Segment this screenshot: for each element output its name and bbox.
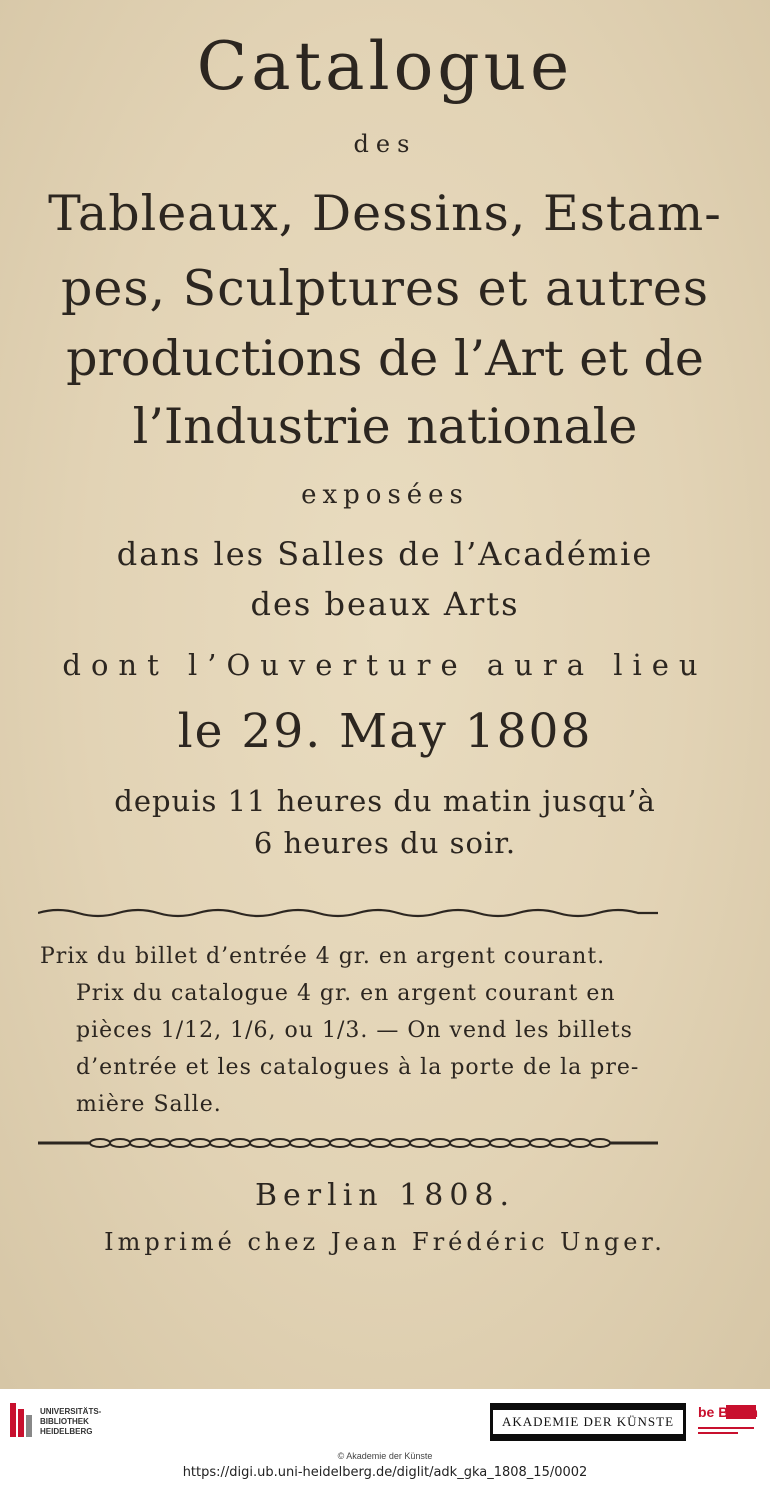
hours-line-2: 6 heures du soir. <box>253 826 517 860</box>
title-des: des <box>353 130 417 158</box>
ornamental-rule-chain <box>38 1135 658 1151</box>
exposees-line: exposées <box>301 480 469 510</box>
heidelberg-university-library-logo-icon[interactable] <box>8 1401 36 1439</box>
opening-date: le 29. May 1808 <box>177 704 593 759</box>
university-library-name: UNIVERSITÄTS-BIBLIOTHEK HEIDELBERG <box>40 1407 102 1436</box>
title-line-2: pes, Sculptures et autres <box>61 260 709 317</box>
price-line-5: mière Salle. <box>76 1092 222 1117</box>
title-line-3: productions de l’Art et de <box>66 330 704 387</box>
salles-line-2: des beaux Arts <box>250 585 520 623</box>
copyright-notice: © Akademie der Künste <box>337 1451 433 1461</box>
salles-line-1: dans les Salles de l’Académie <box>116 535 654 573</box>
price-paragraph <box>40 938 680 1123</box>
catalogue-title: Catalogue <box>196 28 574 105</box>
price-line-3: pièces 1/12, 1/6, ou 1/3. — On vend les billets <box>76 1018 633 1043</box>
hours-line-1: depuis 11 heures du matin jusqu’à <box>114 784 656 818</box>
be-berlin-logo-icon[interactable] <box>696 1401 758 1443</box>
place-and-year: Berlin 1808. <box>254 1178 516 1213</box>
bemb-label: be Berlin <box>698 1404 758 1420</box>
viewer-footer <box>0 1389 770 1489</box>
akademie-logo[interactable] <box>490 1403 686 1441</box>
ouverture-line: dont l’Ouverture aura lieu <box>62 648 708 682</box>
ornamental-rule-wavy <box>38 905 658 921</box>
permalink-url[interactable]: https://digi.ub.uni-heidelberg.de/diglit/adk_gka_1808_15/0002 <box>182 1465 588 1480</box>
akademie-logo-label: AKADEMIE DER KÜNSTE <box>493 1410 683 1434</box>
title-line-1: Tableaux, Dessins, Estam- <box>48 185 722 242</box>
price-line-1: Prix du billet d’entrée 4 gr. en argent courant. <box>40 944 606 969</box>
price-line-2: Prix du catalogue 4 gr. en argent courant en <box>76 981 616 1006</box>
price-line-4: d’entrée et les catalogues à la porte de la pre- <box>76 1055 640 1080</box>
title-line-4: l’Industrie nationale <box>132 398 638 455</box>
printer-line: Imprimé chez Jean Frédéric Unger. <box>104 1228 666 1256</box>
